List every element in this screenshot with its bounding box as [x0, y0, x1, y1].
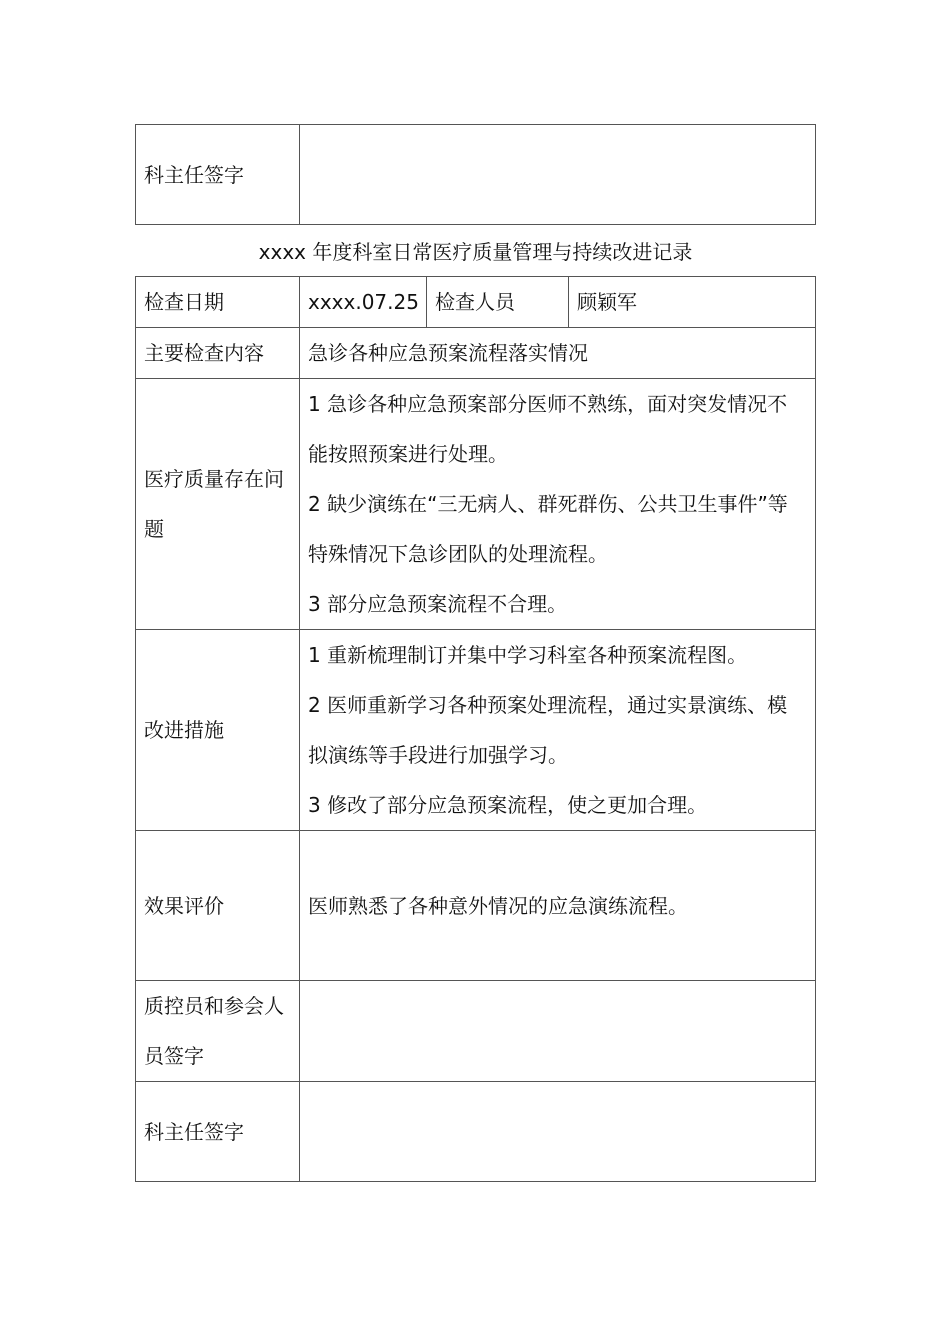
problem-item: 1 急诊各种应急预案部分医师不熟练，面对突发情况不能按照预案进行处理。	[308, 392, 788, 466]
effect-label: 效果评价	[136, 831, 300, 981]
director-signature-field[interactable]	[300, 125, 816, 225]
director-signature-field[interactable]	[300, 1082, 816, 1182]
qc-signature-label: 质控员和参会人员签字	[136, 981, 300, 1082]
qc-signature-field[interactable]	[300, 981, 816, 1082]
measures-cell	[300, 630, 816, 831]
inspector-label: 检查人员	[427, 277, 569, 328]
measure-item: 1 重新梳理制订并集中学习科室各种预案流程图。	[308, 643, 748, 667]
previous-record-table	[135, 124, 816, 225]
problems-label: 医疗质量存在问题	[136, 379, 300, 630]
inspector-value: 顾颖军	[569, 277, 816, 328]
director-signature-label: 科主任签字	[136, 1082, 300, 1182]
problem-item: 2 缺少演练在“三无病人、群死群伤、公共卫生事件”等特殊情况下急诊团队的处理流程。	[308, 492, 788, 566]
director-signature-label: 科主任签字	[136, 125, 300, 225]
check-date-value: xxxx.07.25	[300, 277, 427, 328]
check-date-label: 检查日期	[136, 277, 300, 328]
main-content-label: 主要检查内容	[136, 328, 300, 379]
measure-item: 2 医师重新学习各种预案处理流程，通过实景演练、模拟演练等手段进行加强学习。	[308, 693, 788, 767]
problems-cell	[300, 379, 816, 630]
problem-item: 3 部分应急预案流程不合理。	[308, 592, 568, 616]
main-content-value: 急诊各种应急预案流程落实情况	[300, 328, 816, 379]
record-title: xxxx 年度科室日常医疗质量管理与持续改进记录	[258, 240, 693, 264]
quality-record-table	[135, 276, 816, 1182]
measures-label: 改进措施	[136, 630, 300, 831]
measure-item: 3 修改了部分应急预案流程，使之更加合理。	[308, 793, 708, 817]
effect-value: 医师熟悉了各种意外情况的应急演练流程。	[300, 831, 816, 981]
